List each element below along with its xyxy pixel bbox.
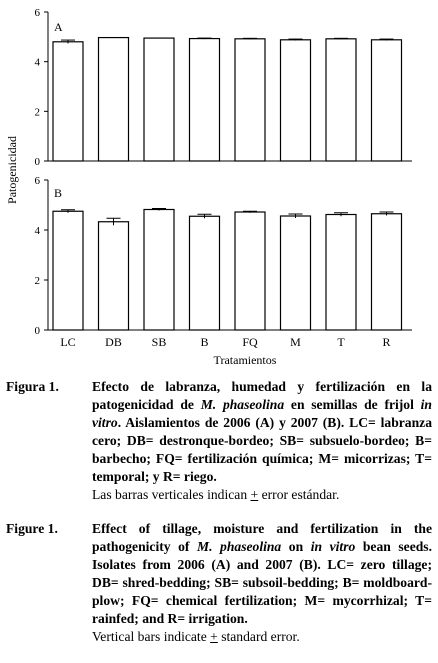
y-tick-label: 6: [34, 7, 40, 19]
caption-es-lead: Figura 1.: [6, 379, 59, 394]
panel-a-label: A: [54, 20, 63, 34]
caption-es-species: M. phaseolina: [200, 397, 285, 412]
y-tick-label: 4: [34, 56, 40, 69]
caption-en-text-3: bean seeds. Isolates from 2006 (A) and 2007 (B). LC= zero tillage; DB= shred-bedding; SB= subsoil-bedding; B= moldboard-plow; FQ= chemical fertilization; M= mycorrhizal; T= rainfed; and R= irrigation.: [92, 539, 432, 626]
bar-b: [190, 39, 220, 161]
figure-caption-english: [6, 520, 432, 646]
x-tick-label-r: R: [382, 335, 391, 349]
bar-sb: [144, 210, 174, 331]
x-axis-label: Tratamientos: [213, 353, 277, 367]
y-axis-label: Patogenicidad: [5, 136, 19, 204]
caption-es-plus-minus: +: [250, 487, 259, 502]
panel-b-x-tick-labels: [60, 335, 390, 349]
bar-m: [281, 216, 311, 330]
caption-en-note-1: Vertical bars indicate: [92, 629, 211, 644]
x-tick-label-b: B: [200, 335, 209, 349]
caption-en-in-vitro: in vitro: [310, 539, 356, 554]
y-tick-label: 2: [34, 275, 40, 287]
caption-es-text-1: Efecto de labranza, humedad y fertilización en la patogenicidad de: [92, 379, 432, 412]
y-tick-label: 0: [34, 156, 40, 168]
panel-a: [35, 7, 413, 168]
caption-es-text-2: en semillas de frijol: [284, 397, 421, 412]
panel-b: [35, 175, 413, 349]
bar-fq: [235, 212, 265, 330]
bar-b: [190, 216, 220, 330]
panel-a-bars: [53, 38, 402, 161]
bar-lc: [53, 42, 83, 161]
y-tick-label: 0: [34, 325, 40, 337]
bar-fq: [235, 39, 265, 161]
y-tick-label: 4: [34, 225, 40, 237]
caption-en-text-1: Effect of tillage, moisture and fertilization in the pathogenicity of: [92, 521, 432, 554]
caption-es-note-1: Las barras verticales indican: [92, 487, 251, 502]
x-tick-label-lc: LC: [60, 335, 76, 349]
bar-r: [372, 40, 402, 161]
bar-m: [281, 40, 311, 161]
caption-en-text-2: on: [281, 539, 311, 554]
y-tick-label: 6: [34, 175, 40, 187]
bar-t: [326, 39, 356, 161]
x-tick-label-sb: SB: [151, 335, 167, 349]
bar-t: [326, 215, 356, 331]
x-tick-label-fq: FQ: [242, 335, 258, 349]
y-tick-label: 2: [34, 106, 40, 119]
panel-b-bars: [53, 209, 402, 331]
caption-en-note-2: standard error.: [217, 629, 300, 644]
caption-es-note-2: error estándar.: [258, 487, 340, 502]
bar-db: [99, 222, 129, 330]
bar-sb: [144, 38, 174, 161]
caption-en-lead: Figure 1.: [6, 521, 58, 536]
bar-r: [372, 214, 402, 330]
caption-es-text-3: . Aislamientos de 2006 (A) y 2007 (B). LC= labranza cero; DB= destronque-bordeo; SB= subsuelo-bordeo; B= barbecho; FQ= fertilización química; M= micorrizas; T= temporal; y R= riego.: [92, 415, 432, 484]
panel-b-label: B: [54, 186, 63, 200]
caption-en-species: M. phaseolina: [197, 539, 282, 554]
bar-db: [99, 38, 129, 161]
x-tick-label-m: M: [290, 335, 301, 349]
x-tick-label-db: DB: [105, 335, 122, 349]
caption-en-plus-minus: +: [210, 629, 218, 644]
caption-es-in-vitro: in vitro: [92, 397, 432, 430]
figure-caption-spanish: [6, 378, 432, 504]
x-tick-label-t: T: [337, 335, 345, 349]
bar-lc: [53, 211, 83, 330]
